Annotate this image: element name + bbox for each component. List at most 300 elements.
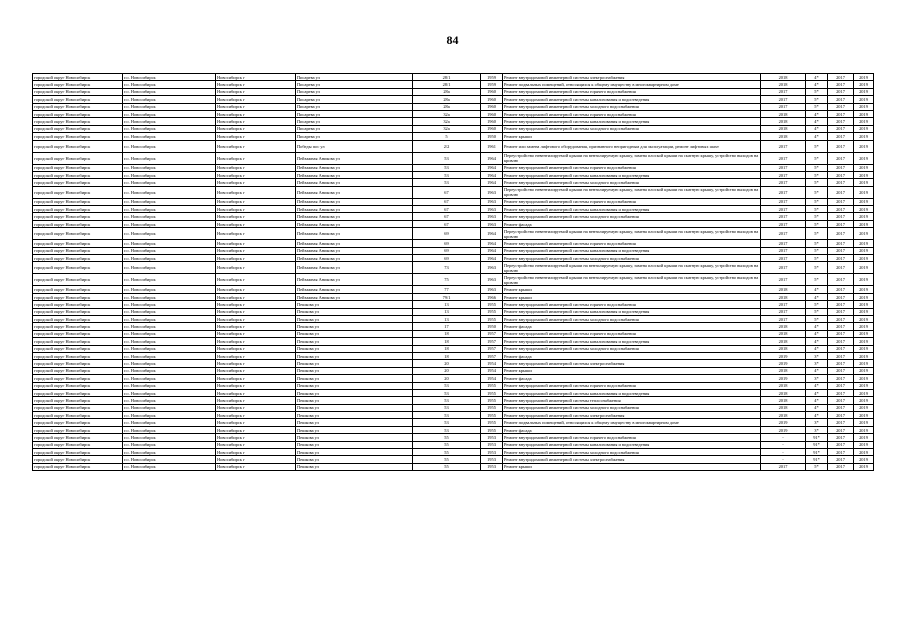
house-number-cell: 53	[413, 152, 481, 164]
period-end-cell: 2019	[854, 301, 874, 308]
table-row	[33, 125, 874, 132]
build-year-cell: 1955	[481, 301, 503, 308]
house-number-cell: 53	[413, 179, 481, 186]
period-start-cell: 2017	[828, 152, 854, 164]
municipal-district-cell: городской округ Новосибирск	[33, 301, 123, 308]
work-type-cell: Ремонт внутридомовой инженерной системы канализования и водоотведения	[503, 96, 761, 103]
house-number-cell: 67	[413, 213, 481, 220]
priority-cell: 3*	[806, 352, 828, 359]
period-end-cell: 2019	[854, 330, 874, 337]
municipality-cell: г.о. Новосибирск	[123, 74, 216, 81]
priority-cell: 4*	[806, 286, 828, 293]
street-cell: Пейзажная Аникова ул	[296, 262, 413, 274]
locality-cell: Новосибирск г	[216, 389, 296, 396]
street-cell: Пешкова ул	[296, 449, 413, 456]
municipal-district-cell: городской округ Новосибирск	[33, 397, 123, 404]
table-row	[33, 345, 874, 352]
municipality-cell: г.о. Новосибирск	[123, 382, 216, 389]
table-row	[33, 103, 874, 110]
period-end-cell: 2019	[854, 441, 874, 448]
municipal-district-cell: городской округ Новосибирск	[33, 133, 123, 140]
plan-year-cell: 2017	[761, 213, 806, 220]
build-year-cell: 1961	[481, 140, 503, 152]
municipal-district-cell: городской округ Новосибирск	[33, 352, 123, 359]
municipal-district-cell: городской округ Новосибирск	[33, 206, 123, 213]
period-end-cell: 2019	[854, 382, 874, 389]
municipality-cell: г.о. Новосибирск	[123, 301, 216, 308]
build-year-cell: 1955	[481, 315, 503, 322]
build-year-cell: 1963	[481, 186, 503, 198]
period-start-cell: 2017	[828, 286, 854, 293]
build-year-cell: 1964	[481, 247, 503, 254]
period-end-cell: 2019	[854, 88, 874, 95]
period-start-cell: 2017	[828, 315, 854, 322]
table-row	[33, 240, 874, 247]
municipality-cell: г.о. Новосибирск	[123, 164, 216, 171]
build-year-cell: 1955	[481, 419, 503, 426]
municipal-district-cell: городской округ Новосибирск	[33, 412, 123, 419]
municipal-district-cell: городской округ Новосибирск	[33, 404, 123, 411]
house-number-cell: 2/2	[413, 140, 481, 152]
period-start-cell: 2017	[828, 367, 854, 374]
period-end-cell: 2019	[854, 262, 874, 274]
table-row	[33, 262, 874, 274]
street-cell: Пейзажная Аникова ул	[296, 228, 413, 240]
priority-cell: 4*	[806, 367, 828, 374]
municipal-district-cell: городской округ Новосибирск	[33, 375, 123, 382]
house-number-cell: 67	[413, 198, 481, 205]
period-start-cell: 2017	[828, 404, 854, 411]
house-number-cell: 67	[413, 206, 481, 213]
municipality-cell: г.о. Новосибирск	[123, 206, 216, 213]
municipal-district-cell: городской округ Новосибирск	[33, 323, 123, 330]
capital-repair-table	[32, 73, 874, 471]
municipality-cell: г.о. Новосибирск	[123, 434, 216, 441]
plan-year-cell: 2018	[761, 330, 806, 337]
table-row	[33, 404, 874, 411]
priority-cell: 5*	[806, 240, 828, 247]
plan-year-cell: 2017	[761, 152, 806, 164]
period-start-cell: 2017	[828, 323, 854, 330]
locality-cell: Новосибирск г	[216, 360, 296, 367]
build-year-cell: 1964	[481, 171, 503, 178]
priority-cell: 5*	[806, 308, 828, 315]
work-type-cell: Ремонт крыши	[503, 293, 761, 300]
period-start-cell: 2017	[828, 103, 854, 110]
house-number-cell: 20	[413, 375, 481, 382]
municipal-district-cell: городской округ Новосибирск	[33, 308, 123, 315]
plan-year-cell: -	[761, 441, 806, 448]
municipal-district-cell: городской округ Новосибирск	[33, 125, 123, 132]
street-cell: Писарева ул	[296, 74, 413, 81]
locality-cell: Новосибирск г	[216, 426, 296, 433]
house-number-cell: 13	[413, 308, 481, 315]
municipal-district-cell: городской округ Новосибирск	[33, 228, 123, 240]
work-type-cell: Переустройство невентилируемой крыши на вентилируемую крышу, замена плоской крыши на скатную крышу, устройство выходов на кровлю	[503, 152, 761, 164]
house-number-cell: 32а	[413, 110, 481, 117]
street-cell: Пейзажная Аникова ул	[296, 206, 413, 213]
house-number-cell: 67	[413, 220, 481, 227]
period-start-cell: 2017	[828, 81, 854, 88]
plan-year-cell: 2019	[761, 360, 806, 367]
locality-cell: Новосибирск г	[216, 404, 296, 411]
build-year-cell: 1955	[481, 397, 503, 404]
work-type-cell: Переустройство невентилируемой крыши на вентилируемую крышу, замена плоской крыши на скатную крышу, устройство выходов на кровлю	[503, 262, 761, 274]
street-cell: Пешкова ул	[296, 463, 413, 470]
period-end-cell: 2019	[854, 434, 874, 441]
plan-year-cell: 2017	[761, 463, 806, 470]
build-year-cell: 1954	[481, 360, 503, 367]
locality-cell: Новосибирск г	[216, 262, 296, 274]
period-start-cell: 2017	[828, 456, 854, 463]
build-year-cell: 1953	[481, 449, 503, 456]
work-type-cell: Ремонт внутридомовой инженерной системы холодного водоснабжения	[503, 315, 761, 322]
period-start-cell: 2017	[828, 352, 854, 359]
work-type-cell: Ремонт внутридомовой инженерной системы канализования и водоотведения	[503, 171, 761, 178]
table-row	[33, 338, 874, 345]
period-start-cell: 2017	[828, 434, 854, 441]
period-end-cell: 2019	[854, 255, 874, 262]
priority-cell: 3*	[806, 360, 828, 367]
period-end-cell: 2019	[854, 186, 874, 198]
work-type-cell: Ремонт внутридомовой инженерной системы электроснабжения	[503, 412, 761, 419]
period-end-cell: 2019	[854, 352, 874, 359]
work-type-cell: Ремонт фасада	[503, 352, 761, 359]
table-row	[33, 206, 874, 213]
priority-cell: 5*	[806, 198, 828, 205]
period-end-cell: 2019	[854, 213, 874, 220]
build-year-cell: 1955	[481, 412, 503, 419]
municipal-district-cell: городской округ Новосибирск	[33, 110, 123, 117]
priority-cell: 4*	[806, 323, 828, 330]
municipal-district-cell: городской округ Новосибирск	[33, 88, 123, 95]
municipality-cell: г.о. Новосибирск	[123, 293, 216, 300]
period-end-cell: 2019	[854, 220, 874, 227]
house-number-cell: 18	[413, 345, 481, 352]
municipal-district-cell: городской округ Новосибирск	[33, 345, 123, 352]
plan-year-cell: 2018	[761, 118, 806, 125]
build-year-cell: 1959	[481, 74, 503, 81]
house-number-cell: 73	[413, 262, 481, 274]
house-number-cell: 77	[413, 286, 481, 293]
build-year-cell: 1963	[481, 286, 503, 293]
municipality-cell: г.о. Новосибирск	[123, 308, 216, 315]
street-cell: Пейзажная Аникова ул	[296, 240, 413, 247]
locality-cell: Новосибирск г	[216, 74, 296, 81]
table-row	[33, 179, 874, 186]
priority-cell: 4*	[806, 125, 828, 132]
street-cell: Пешкова ул	[296, 419, 413, 426]
municipality-cell: г.о. Новосибирск	[123, 426, 216, 433]
plan-year-cell: 2017	[761, 206, 806, 213]
plan-year-cell: 2017	[761, 220, 806, 227]
street-cell: Писарева ул	[296, 110, 413, 117]
locality-cell: Новосибирск г	[216, 308, 296, 315]
locality-cell: Новосибирск г	[216, 301, 296, 308]
table-row	[33, 171, 874, 178]
work-type-cell: Ремонт внутридомовой инженерной системы горячего водоснабжения	[503, 164, 761, 171]
work-type-cell: Ремонт внутридомовой инженерной системы канализования и водоотведения	[503, 118, 761, 125]
priority-cell: 5*	[806, 171, 828, 178]
period-start-cell: 2017	[828, 330, 854, 337]
priority-cell: 91*	[806, 434, 828, 441]
locality-cell: Новосибирск г	[216, 412, 296, 419]
street-cell: Писарева ул	[296, 125, 413, 132]
municipal-district-cell: городской округ Новосибирск	[33, 449, 123, 456]
priority-cell: 3*	[806, 426, 828, 433]
municipal-district-cell: городской округ Новосибирск	[33, 140, 123, 152]
work-type-cell: Ремонт внутридомовой инженерной системы холодного водоснабжения	[503, 103, 761, 110]
house-number-cell: 32а	[413, 118, 481, 125]
build-year-cell: 1960	[481, 96, 503, 103]
priority-cell: 5*	[806, 88, 828, 95]
plan-year-cell: 2018	[761, 404, 806, 411]
plan-year-cell: 2017	[761, 308, 806, 315]
locality-cell: Новосибирск г	[216, 103, 296, 110]
priority-cell: 5*	[806, 152, 828, 164]
locality-cell: Новосибирск г	[216, 449, 296, 456]
period-start-cell: 2017	[828, 247, 854, 254]
municipal-district-cell: городской округ Новосибирск	[33, 213, 123, 220]
work-type-cell: Ремонт внутридомовой инженерной системы электроснабжения	[503, 74, 761, 81]
street-cell: Пешкова ул	[296, 301, 413, 308]
work-type-cell: Ремонт подвальных помещений, относящихся к общему имуществу в многоквартирном доме	[503, 81, 761, 88]
page-number: 84	[446, 33, 459, 47]
locality-cell: Новосибирск г	[216, 125, 296, 132]
street-cell: Писарева ул	[296, 88, 413, 95]
period-end-cell: 2019	[854, 426, 874, 433]
plan-year-cell: 2018	[761, 389, 806, 396]
table-row	[33, 301, 874, 308]
municipal-district-cell: городской округ Новосибирск	[33, 389, 123, 396]
priority-cell: 5*	[806, 140, 828, 152]
priority-cell: 3*	[806, 419, 828, 426]
table-row	[33, 152, 874, 164]
house-number-cell: 55	[413, 441, 481, 448]
municipality-cell: г.о. Новосибирск	[123, 338, 216, 345]
municipality-cell: г.о. Новосибирск	[123, 456, 216, 463]
period-start-cell: 2017	[828, 449, 854, 456]
plan-year-cell: 2017	[761, 179, 806, 186]
period-end-cell: 2019	[854, 389, 874, 396]
municipality-cell: г.о. Новосибирск	[123, 140, 216, 152]
municipal-district-cell: городской округ Новосибирск	[33, 198, 123, 205]
locality-cell: Новосибирск г	[216, 140, 296, 152]
period-end-cell: 2019	[854, 404, 874, 411]
priority-cell: 4*	[806, 81, 828, 88]
municipal-district-cell: городской округ Новосибирск	[33, 171, 123, 178]
street-cell: Пешкова ул	[296, 404, 413, 411]
street-cell: Пешкова ул	[296, 382, 413, 389]
priority-cell: 5*	[806, 206, 828, 213]
period-end-cell: 2019	[854, 140, 874, 152]
locality-cell: Новосибирск г	[216, 213, 296, 220]
house-number-cell: 53	[413, 389, 481, 396]
priority-cell: 91*	[806, 449, 828, 456]
period-start-cell: 2017	[828, 118, 854, 125]
locality-cell: Новосибирск г	[216, 110, 296, 117]
build-year-cell: 1964	[481, 240, 503, 247]
work-type-cell: Ремонт фасада	[503, 220, 761, 227]
priority-cell: 5*	[806, 274, 828, 286]
period-start-cell: 2017	[828, 206, 854, 213]
build-year-cell: 1960	[481, 125, 503, 132]
house-number-cell: 69	[413, 255, 481, 262]
build-year-cell: 1950	[481, 323, 503, 330]
period-end-cell: 2019	[854, 125, 874, 132]
municipality-cell: г.о. Новосибирск	[123, 213, 216, 220]
street-cell: Писарева ул	[296, 96, 413, 103]
street-cell: Пешкова ул	[296, 330, 413, 337]
priority-cell: 3*	[806, 375, 828, 382]
period-start-cell: 2017	[828, 360, 854, 367]
municipal-district-cell: городской округ Новосибирск	[33, 240, 123, 247]
work-type-cell: Ремонт внутридомовой инженерной системы холодного водоснабжения	[503, 449, 761, 456]
street-cell: Пешкова ул	[296, 323, 413, 330]
street-cell: Писарева ул	[296, 81, 413, 88]
plan-year-cell: 2017	[761, 140, 806, 152]
period-start-cell: 2017	[828, 125, 854, 132]
period-end-cell: 2019	[854, 171, 874, 178]
work-type-cell: Ремонт внутридомовой инженерной системы горячего водоснабжения	[503, 240, 761, 247]
work-type-cell: Ремонт внутридомовой инженерной системы горячего водоснабжения	[503, 110, 761, 117]
period-start-cell: 2017	[828, 164, 854, 171]
municipal-district-cell: городской округ Новосибирск	[33, 274, 123, 286]
period-end-cell: 2019	[854, 152, 874, 164]
municipal-district-cell: городской округ Новосибирск	[33, 367, 123, 374]
municipal-district-cell: городской округ Новосибирск	[33, 463, 123, 470]
period-end-cell: 2019	[854, 110, 874, 117]
period-end-cell: 2019	[854, 412, 874, 419]
municipality-cell: г.о. Новосибирск	[123, 88, 216, 95]
table-row	[33, 323, 874, 330]
table-row	[33, 286, 874, 293]
period-start-cell: 2017	[828, 74, 854, 81]
municipality-cell: г.о. Новосибирск	[123, 367, 216, 374]
house-number-cell: 53	[413, 419, 481, 426]
house-number-cell: 13	[413, 301, 481, 308]
plan-year-cell: 2018	[761, 293, 806, 300]
street-cell: Писарева ул	[296, 103, 413, 110]
work-type-cell: Ремонт внутридомовой инженерной системы теплоснабжения	[503, 397, 761, 404]
locality-cell: Новосибирск г	[216, 255, 296, 262]
work-type-cell: Ремонт внутридомовой инженерной системы канализования и водоотведения	[503, 247, 761, 254]
table-row	[33, 352, 874, 359]
period-start-cell: 2017	[828, 375, 854, 382]
work-type-cell: Ремонт крыши	[503, 286, 761, 293]
priority-cell: 5*	[806, 164, 828, 171]
period-end-cell: 2019	[854, 338, 874, 345]
table-row	[33, 118, 874, 125]
period-start-cell: 2017	[828, 213, 854, 220]
table-row	[33, 164, 874, 171]
table-row	[33, 367, 874, 374]
municipality-cell: г.о. Новосибирск	[123, 375, 216, 382]
build-year-cell: 1963	[481, 274, 503, 286]
build-year-cell: 1964	[481, 179, 503, 186]
locality-cell: Новосибирск г	[216, 118, 296, 125]
municipality-cell: г.о. Новосибирск	[123, 247, 216, 254]
build-year-cell: 1964	[481, 152, 503, 164]
table-row	[33, 88, 874, 95]
priority-cell: 5*	[806, 255, 828, 262]
municipality-cell: г.о. Новосибирск	[123, 352, 216, 359]
municipality-cell: г.о. Новосибирск	[123, 286, 216, 293]
priority-cell: 5*	[806, 220, 828, 227]
house-number-cell: 55	[413, 449, 481, 456]
house-number-cell: 53	[413, 397, 481, 404]
table-row	[33, 382, 874, 389]
plan-year-cell: 2017	[761, 274, 806, 286]
locality-cell: Новосибирск г	[216, 293, 296, 300]
street-cell: Пешкова ул	[296, 352, 413, 359]
priority-cell: 5*	[806, 315, 828, 322]
table-row	[33, 96, 874, 103]
municipality-cell: г.о. Новосибирск	[123, 412, 216, 419]
period-end-cell: 2019	[854, 375, 874, 382]
municipal-district-cell: городской округ Новосибирск	[33, 315, 123, 322]
period-end-cell: 2019	[854, 206, 874, 213]
locality-cell: Новосибирск г	[216, 164, 296, 171]
house-number-cell: 55	[413, 456, 481, 463]
plan-year-cell: 2019	[761, 426, 806, 433]
work-type-cell: Ремонт внутридомовой инженерной системы холодного водоснабжения	[503, 255, 761, 262]
period-end-cell: 2019	[854, 308, 874, 315]
table-row	[33, 434, 874, 441]
priority-cell: 5*	[806, 463, 828, 470]
plan-year-cell: 2018	[761, 382, 806, 389]
period-start-cell: 2017	[828, 382, 854, 389]
locality-cell: Новосибирск г	[216, 463, 296, 470]
house-number-cell: 28/1	[413, 81, 481, 88]
priority-cell: 4*	[806, 345, 828, 352]
municipality-cell: г.о. Новосибирск	[123, 330, 216, 337]
period-start-cell: 2017	[828, 179, 854, 186]
locality-cell: Новосибирск г	[216, 419, 296, 426]
table-row	[33, 330, 874, 337]
priority-cell: 5*	[806, 301, 828, 308]
work-type-cell: Ремонт внутридомовой инженерной системы горячего водоснабжения	[503, 301, 761, 308]
build-year-cell: 1955	[481, 404, 503, 411]
work-type-cell: Ремонт фасада	[503, 375, 761, 382]
locality-cell: Новосибирск г	[216, 367, 296, 374]
period-start-cell: 2017	[828, 419, 854, 426]
house-number-cell: 18	[413, 338, 481, 345]
work-type-cell: Ремонт крыши	[503, 463, 761, 470]
street-cell: Пейзажная Аникова ул	[296, 164, 413, 171]
build-year-cell: 1964	[481, 164, 503, 171]
street-cell: Пейзажная Аникова ул	[296, 286, 413, 293]
plan-year-cell: 2017	[761, 228, 806, 240]
period-start-cell: 2017	[828, 96, 854, 103]
table-row	[33, 308, 874, 315]
street-cell: Пейзажная Аникова ул	[296, 293, 413, 300]
plan-year-cell: 2018	[761, 338, 806, 345]
build-year-cell: 1957	[481, 345, 503, 352]
locality-cell: Новосибирск г	[216, 220, 296, 227]
municipal-district-cell: городской округ Новосибирск	[33, 164, 123, 171]
plan-year-cell: 2019	[761, 419, 806, 426]
period-end-cell: 2019	[854, 96, 874, 103]
plan-year-cell: -	[761, 434, 806, 441]
period-start-cell: 2017	[828, 301, 854, 308]
work-type-cell: Ремонт внутридомовой инженерной системы электроснабжения	[503, 456, 761, 463]
municipal-district-cell: городской округ Новосибирск	[33, 118, 123, 125]
municipal-district-cell: городской округ Новосибирск	[33, 96, 123, 103]
period-end-cell: 2019	[854, 345, 874, 352]
street-cell: Пешкова ул	[296, 412, 413, 419]
period-start-cell: 2017	[828, 274, 854, 286]
